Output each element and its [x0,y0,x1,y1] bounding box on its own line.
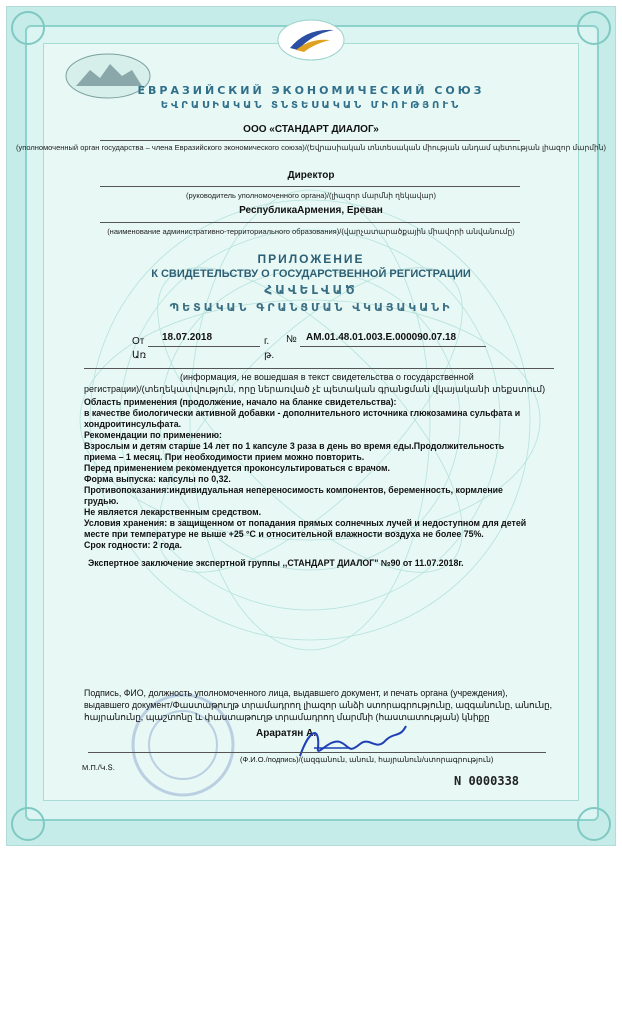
body-line: Условия хранения: в защищенном от попадания прямых солнечных лучей и недоступном для детей [84,518,527,528]
body-line: месте при температуре не выше +25 °С и относительной влажности воздуха не более 75%. [84,529,484,539]
serial-number: N 0000338 [454,774,520,788]
signer-caption: (Ф.И.О./подпись)/(ազգանուն, անուն, հայրանուն/ստորագրություն) [240,755,494,764]
head-title: Директор [287,170,335,181]
year-label-ru: г. [264,336,270,347]
title-am-2: ՊԵՏԱԿԱՆ ԳՐԱՆՑՄԱՆ ՎԿԱՅԱԿԱՆԻ [169,301,453,314]
authority-caption: (уполномоченный орган государства – члена Евразийского экономического союза)/(Եվրասիական տնտեսական միության անդամ պետության լիազոր մարմին) [16,143,606,152]
union-name-ru: ЕВРАЗИЙСКИЙ ЭКОНОМИЧЕСКИЙ СОЮЗ [137,84,485,97]
title-am-1: ՀԱՎԵԼՎԱԾ [264,283,358,297]
from-label-am: Առ [132,350,147,361]
body-line: приема – 1 месяц. При необходимости прием можно повторить. [84,452,365,462]
info-caption-2: регистрации)/(տեղեկատվություն, որը ներառված չէ պետական գրանցման վկայականի տեքստում) [84,384,546,394]
corner-ornament [577,11,611,45]
body-line: Форма выпуска: капсулы по 0,32. [84,474,231,484]
year-label-am: թ. [264,350,275,361]
corner-ornament [11,11,45,45]
body-line: Рекомендации по применению: [84,430,222,440]
signature-instruction-1: Подпись, ФИО, должность уполномоченного лица, выдавшего документ, и печать органа (учреждения), [84,688,508,698]
underline [100,186,520,187]
underline [100,140,520,141]
body-line: Срок годности: 2 года. [84,540,182,550]
from-label-ru: От [132,336,145,347]
location-caption: (наименование административно-территориального образования)/(վարչատարածքային միավորի անվանումը) [107,227,515,236]
title-ru-1: ПРИЛОЖЕНИЕ [257,252,365,266]
signature-instruction-2: выдавшего документ/Փաստաթուղթ տրամադրող լիազոր անձի ստորագրությունը, ազգանունը, անունը, [84,700,553,710]
location: РеспубликаАрмения, Ереван [239,205,383,216]
body-line: Перед применением рекомендуется проконсультироваться с врачом. [84,463,390,473]
corner-ornament [577,807,611,841]
body-line: Противопоказания:индивидуальная непереносимость компонентов, беременность, кормление [84,485,503,495]
body-line: Область применения (продолжение, начало на бланке свидетельства): [84,397,397,407]
title-ru-2: К СВИДЕТЕЛЬСТВУ О ГОСУДАРСТВЕННОЙ РЕГИСТРАЦИИ [151,268,471,280]
registration-date: 18.07.2018 [162,332,213,343]
underline [148,346,260,347]
number-label: № [286,334,297,345]
stamp-place-label: М.П./Կ.Տ. [82,763,115,772]
eaeu-logo-icon [276,18,346,62]
body-line: Взрослым и детям старше 14 лет по 1 капсуле 3 раза в день во время еды.Продолжительность [84,441,505,451]
registration-number: AM.01.48.01.003.E.000090.07.18 [306,332,457,343]
underline [88,752,546,753]
signature-instruction-3: հայրանունը, պաշտոնը և փաստաթուղթ տրամադրող մարմնի (հաստատության) կնիքը [84,712,490,722]
body-line: Не является лекарственным средством. [84,507,262,517]
info-caption-1: (информация, не вошедшая в текст свидетельства о государственной [180,372,474,382]
body-line: в качестве биологически активной добавки - дополнительного источника глюкозамина сульфата и [84,408,521,418]
corner-ornament [11,807,45,841]
underline [84,368,554,369]
head-caption: (руководитель уполномоченного органа)/(լիազոր մարմնի ղեկավար) [186,191,436,200]
underline [300,346,486,347]
signer-name: Араратян А. [256,728,317,739]
underline [100,222,520,223]
authority-name: ООО «СТАНДАРТ ДИАЛОГ» [243,124,379,135]
body-line: грудью. [84,496,119,506]
body-line: хондроитинсульфата. [84,419,182,429]
union-name-am: ԵՎՐԱՍԻԱԿԱՆ ՏՆՏԵՍԱԿԱՆ ՄԻՈՒԹՅՈՒՆ [160,100,462,111]
expert-conclusion: Экспертное заключение экспертной группы ,,СТАНДАРТ ДИАЛОГ" №90 от 11.07.2018г. [88,558,464,568]
